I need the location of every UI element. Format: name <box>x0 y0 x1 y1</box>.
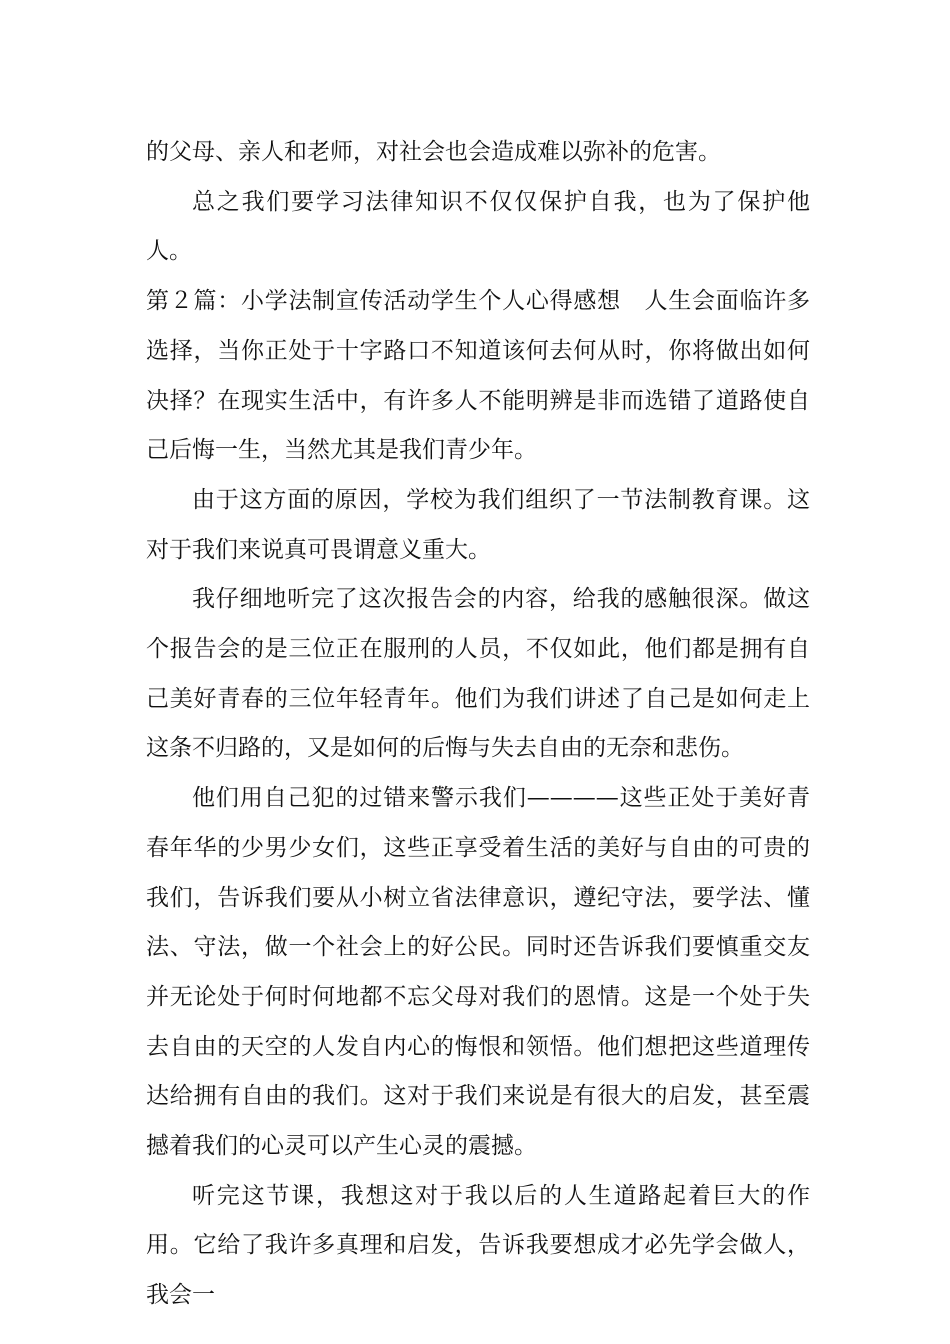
body-text <box>146 128 810 1321</box>
paragraph-1: 的父母、亲人和老师，对社会也会造成难以弥补的危害。 <box>146 139 721 165</box>
paragraph-6: 他们用自己犯的过错来警示我们————这些正处于美好青春年华的少男少女们，这些正享受着生活的美好与自由的可贵的我们，告诉我们要从小树立省法律意识，遵纪守法，要学法、懂法、守法，做一个社会上的好公民。同时还告诉我们要慎重交友并无论处于何时何地都不忘父母对我们的恩情。这是一个处于失去自由的天空的人发自内心的悔恨和领悟。他们想把这些道理传达给拥有自由的我们。这对于我们来说是有很大的启发，甚至震撼着我们的心灵可以产生心灵的震撼。 <box>146 785 810 1160</box>
paragraph-7: 听完这节课，我想这对于我以后的人生道路起着巨大的作用。它给了我许多真理和启发，告诉我要想成才必先学会做人，我会一 <box>146 1182 810 1309</box>
paragraph-3-article-heading: 第２篇：小学法制宣传活动学生个人心得感想 人生会面临许多选择，当你正处于十字路口不知道该何去何从时，你将做出如何决择？在现实生活中，有许多人不能明辨是非而选错了道路使自己后悔一生，当然尤其是我们青少年。 <box>146 288 810 464</box>
paragraph-4: 由于这方面的原因，学校为我们组织了一节法制教育课。这对于我们来说真可畏谓意义重大。 <box>146 486 810 563</box>
paragraph-2: 总之我们要学习法律知识不仅仅保护自我，也为了保护他人。 <box>146 188 810 265</box>
paragraph-5: 我仔细地听完了这次报告会的内容，给我的感触很深。做这个报告会的是三位正在服刑的人员，不仅如此，他们都是拥有自己美好青春的三位年轻青年。他们为我们讲述了自己是如何走上这条不归路的，又是如何的后悔与失去自由的无奈和悲伤。 <box>146 586 810 762</box>
